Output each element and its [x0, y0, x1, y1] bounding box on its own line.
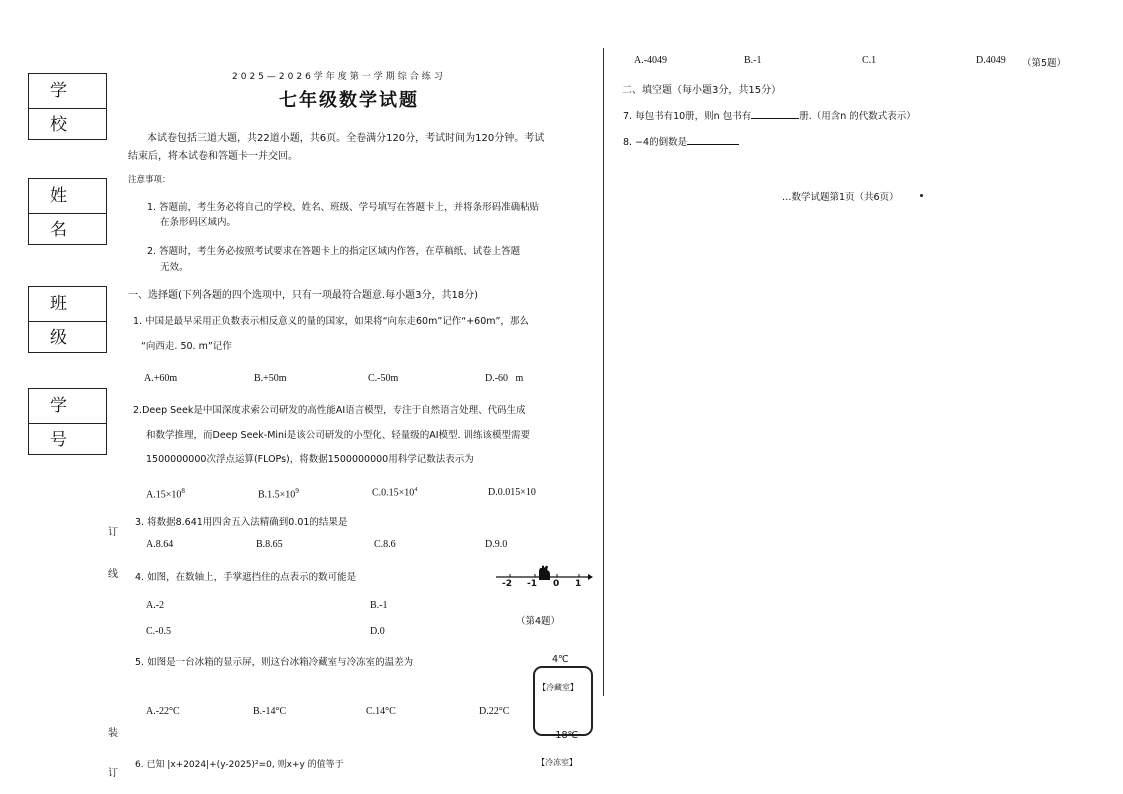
- fridge-top-temp: 4℃: [552, 654, 569, 665]
- number-line-figure: [494, 565, 594, 595]
- q2-option-d[interactable]: [488, 487, 536, 498]
- binding-mark: 线: [108, 569, 118, 580]
- q6-option-c[interactable]: C.1: [862, 55, 877, 66]
- q2-option-d-base: D.0.015×10: [488, 487, 536, 498]
- note-2-line-1: 2. 答题时，考生务必按照考试要求在答题卡上的指定区域内作答，在草稿纸、试卷上答题: [147, 246, 521, 257]
- q6-option-a[interactable]: A.-4049: [634, 55, 668, 66]
- section-2-heading: 二、填空题（每小题3分，共15分）: [622, 85, 782, 96]
- binding-mark: 订: [108, 527, 118, 538]
- q1-line-2: “向西走. 50. m”记作: [141, 341, 232, 352]
- exam-subtitle: 2025—2026学年度第一学期综合练习: [232, 72, 446, 82]
- class-label: 班 级: [29, 287, 106, 322]
- q2-option-c-exp: 4: [414, 487, 418, 493]
- q1-line-1: 1. 中国是最早采用正负数表示相反意义的量的国家，如果将“向东走60m”记作“+60m”，那么: [133, 316, 529, 327]
- q1-option-b[interactable]: B.+50m: [254, 373, 287, 384]
- q2-option-c[interactable]: [372, 487, 417, 498]
- q4-option-a[interactable]: A.-2: [146, 600, 165, 611]
- intro-line-1: 本试卷包括三道大题，共22道小题，共6页。全卷满分120分，考试时间为120分钟。考试: [147, 133, 545, 144]
- q5-option-c[interactable]: C.14°C: [366, 706, 396, 717]
- school-label: 学 校: [29, 74, 106, 109]
- q3-option-c[interactable]: C.8.6: [374, 539, 396, 550]
- freezer-label: 【冷冻室】: [537, 758, 577, 767]
- fridge-label: 【冷藏室】: [538, 683, 578, 692]
- number-line-arrow: [588, 574, 593, 580]
- footer-dot: [920, 194, 923, 197]
- intro-line-2: 结束后，将本试卷和答题卡一并交回。: [128, 151, 298, 162]
- binding-mark: 订: [108, 768, 118, 779]
- q4-option-c[interactable]: C.-0.5: [146, 626, 171, 637]
- q2-option-b[interactable]: [258, 487, 299, 500]
- q5-option-b[interactable]: B.-14°C: [253, 706, 287, 717]
- q2-option-a-exp: 8: [181, 487, 185, 495]
- student-id-label: 学 号: [29, 389, 106, 424]
- note-1-line-1: 1. 答题前，考生务必将自己的学校、姓名、班级、学号填写在答题卡上，并将条形码准确粘贴: [147, 202, 540, 213]
- q4-figure-caption: （第4题）: [516, 616, 561, 627]
- q2-option-b-exp: 9: [295, 487, 299, 495]
- q6-option-d[interactable]: D.4049: [976, 55, 1006, 66]
- page-footer: …数学试题第1页（共6页）: [782, 192, 899, 203]
- hand-icon: [539, 566, 550, 581]
- fridge-display: [533, 666, 593, 736]
- q2-line-2: 和数学推理，而Deep Seek-Mini是该公司研发的小型化、轻量级的AI模型. 训练该模型需要: [146, 430, 531, 441]
- q3-text: 3. 将数据8.641用四舍五入法精确到0.01的结果是: [135, 517, 348, 528]
- school-box: [28, 73, 107, 140]
- axis-label-1: 1: [575, 579, 582, 589]
- axis-label-neg1: -1: [527, 579, 537, 589]
- q1-option-a[interactable]: A.+60m: [144, 373, 178, 384]
- q2-option-c-base: C.0.15×10: [372, 487, 415, 499]
- q2-option-a-base: A.15×10: [146, 489, 182, 501]
- section-1-heading: 一、选择题(下列各题的四个选项中，只有一项最符合题意.每小题3分，共18分): [128, 290, 479, 301]
- q5-option-a[interactable]: A.-22°C: [146, 706, 180, 717]
- q7: [623, 108, 916, 122]
- name-label: 姓 名: [29, 179, 106, 214]
- q2-line-3: 1500000000次浮点运算(FLOPs)，将数据1500000000用科学记数法表示为: [146, 454, 474, 465]
- q5-option-d[interactable]: D.22°C: [479, 706, 510, 717]
- note-1-line-2: 在条形码区域内。: [160, 217, 237, 228]
- name-box: [28, 178, 107, 245]
- q4-text: 4. 如图，在数轴上，手掌遮挡住的点表示的数可能是: [135, 572, 357, 583]
- q6-option-b[interactable]: B.-1: [744, 55, 762, 66]
- class-box: [28, 286, 107, 353]
- q4-option-b[interactable]: B.-1: [370, 600, 388, 611]
- student-id-box: [28, 388, 107, 455]
- axis-label-0: 0: [553, 579, 560, 589]
- q3-option-a[interactable]: A.8.64: [146, 539, 174, 550]
- q2-option-b-base: B.1.5×10: [258, 489, 296, 501]
- q7-text-a: 7. 每包书有10册，则n 包书有: [623, 111, 752, 122]
- exam-title: 七年级数学试题: [279, 90, 419, 111]
- q3-option-d[interactable]: D.9.0: [485, 539, 508, 550]
- q5-text: 5. 如图是一台冰箱的显示屏，则这台冰箱冷藏室与冷冻室的温差为: [135, 657, 414, 668]
- q7-text-b: 册.（用含n 的代数式表示）: [799, 111, 916, 122]
- q7-answer-blank[interactable]: [751, 109, 799, 119]
- q2-option-a[interactable]: [146, 487, 185, 500]
- fridge-bottom-temp: -18℃: [552, 730, 579, 741]
- q4-option-d[interactable]: D.0: [370, 626, 385, 637]
- notes-heading: 注意事项：: [128, 175, 171, 185]
- column-divider: [603, 48, 604, 696]
- q8-text: 8. −4的倒数是: [623, 137, 688, 148]
- q8: [623, 134, 739, 148]
- axis-label-neg2: -2: [502, 579, 512, 589]
- q1-option-d[interactable]: D.-60 m: [485, 373, 524, 384]
- q2-line-1: 2.Deep Seek是中国深度求索公司研发的高性能AI语言模型，专注于自然语言处理、代码生成: [133, 405, 526, 416]
- q5-figure-caption: （第5题）: [1022, 58, 1067, 69]
- q3-option-b[interactable]: B.8.65: [256, 539, 283, 550]
- note-2-line-2: 无效。: [160, 262, 189, 273]
- binding-mark: 装: [108, 728, 118, 739]
- q8-answer-blank[interactable]: [687, 135, 739, 145]
- q6-text: 6. 已知 |x+2024|+(y-2025)²=0, 则x+y 的值等于: [135, 760, 344, 770]
- q1-option-c[interactable]: C.-50m: [368, 373, 399, 384]
